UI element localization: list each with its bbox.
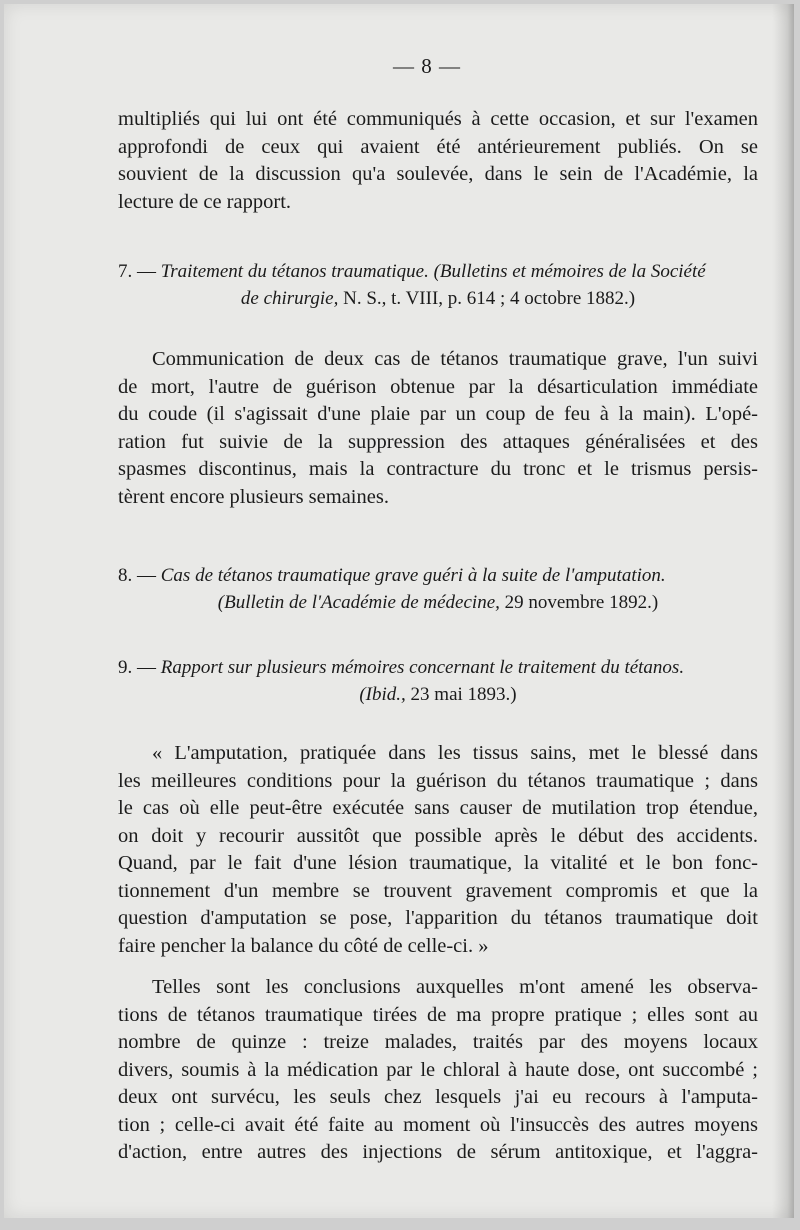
text-line: faire pencher la balance du côté de celle-ci. » — [118, 934, 489, 957]
reference-9-line-1 — [118, 654, 758, 681]
quotation-first-line — [118, 740, 758, 768]
text-line: Quand, par le fait d'une lésion traumatique, la vitalité et le bon fonc- — [118, 852, 758, 874]
paragraph-communication-body — [118, 374, 758, 484]
reference-8-line-1 — [118, 562, 758, 589]
conclusions-body — [118, 1002, 758, 1167]
paragraph-communication-last-line — [118, 484, 758, 512]
reference-7-line-1 — [118, 258, 758, 285]
text-line: du coude (il s'agissait d'une plaie par un coup de feu à la main). L'opé- — [118, 403, 758, 425]
text-line: tion ; celle-ci avait été faite au moment où l'insuccès des autres moyens — [118, 1113, 758, 1136]
paragraph-continued-last-line — [118, 189, 758, 217]
text-line: le cas où elle peut-être exécutée sans causer de mutilation trop étendue, — [118, 797, 758, 819]
text-line: Communication de deux cas de tétanos traumatique grave, l'un suivi — [152, 348, 758, 370]
reference-title: Traitement du tétanos traumatique. — [160, 261, 434, 282]
text-line: approfondi de ceux qui avaient été antérieurement publiés. On se — [118, 135, 758, 158]
reference-title: Rapport sur plusieurs mémoires concernant le traitement du tétanos. — [160, 657, 685, 678]
reference-7-line-2 — [118, 285, 758, 312]
text-line: lecture de ce rapport. — [118, 190, 292, 213]
text-line: deux ont survécu, les seuls chez lesquels j'ai eu recours à l'amputa- — [118, 1086, 758, 1108]
reference-details: N. S., t. VIII, p. 614 ; 4 octobre 1882.) — [343, 288, 636, 309]
text-line: spasmes discontinus, mais la contracture du tronc et le trismus persis- — [118, 458, 758, 480]
reference-number: 7. — — [118, 261, 161, 282]
page-number: — 8 — — [393, 54, 461, 78]
quotation-last-line — [118, 933, 758, 961]
reference-number: 9. — — [118, 657, 161, 678]
text-line: les meilleures conditions pour la guérison du tétanos traumatique ; dans — [118, 769, 758, 792]
paragraph-continued — [118, 106, 758, 189]
conclusions-first-line — [118, 974, 758, 1002]
text-line: tions de tétanos traumatique tirées de ma propre pratique ; elles sont au — [118, 1003, 758, 1026]
reference-details: 29 novembre 1892.) — [504, 592, 659, 613]
reference-source: (Bulletin de l'Académie de médecine, — [217, 592, 505, 613]
text-line: nombre de quinze : treize malades, traités par des moyens locaux — [118, 1031, 758, 1053]
text-line: on doit y recourir aussitôt que possible après le début des accidents. — [118, 824, 758, 847]
text-line: divers, soumis à la médication par le chloral à haute dose, ont succombé ; — [118, 1058, 758, 1081]
text-line: de mort, l'autre de guérison obtenue par la désarticulation immédiate — [118, 375, 758, 398]
reference-source: (Ibid., — [359, 684, 411, 705]
reference-details: 23 mai 1893.) — [410, 684, 517, 705]
reference-title: Cas de tétanos traumatique grave guéri à la suite de l'amputation. — [160, 565, 666, 586]
text-line: souvient de la discussion qu'a soulevée, dans le sein de l'Académie, la — [118, 163, 758, 185]
text-line: tionnement d'un membre se trouvent gravement compromis et que la — [118, 879, 758, 902]
paragraph-communication — [118, 346, 758, 374]
reference-9-line-2 — [118, 681, 758, 708]
reference-8 — [118, 562, 758, 616]
reference-source-cont: de chirurgie, — [240, 288, 344, 309]
text-line: ration fut suivie de la suppression des attaques généralisées et des — [118, 430, 758, 453]
page-edge-shadow — [772, 4, 794, 1218]
reference-source: (Bulletins et mémoires de la Société — [433, 261, 706, 282]
text-line: multipliés qui lui ont été communiqués à cette occasion, et sur l'examen — [118, 108, 758, 130]
text-line: question d'amputation se pose, l'apparition du tétanos traumatique doit — [118, 907, 758, 929]
quotation-body — [118, 768, 758, 933]
reference-9 — [118, 654, 758, 708]
reference-7 — [118, 258, 758, 312]
document-page — [4, 4, 794, 1218]
text-line: tèrent encore plusieurs semaines. — [118, 485, 389, 508]
reference-8-line-2 — [118, 589, 758, 616]
text-line: Telles sont les conclusions auxquelles m'ont amené les observa- — [152, 976, 758, 998]
text-line: d'action, entre autres des injections de sérum antitoxique, et l'aggra- — [118, 1141, 758, 1163]
text-line: « L'amputation, pratiquée dans les tissus sains, met le blessé dans — [152, 742, 758, 764]
reference-number: 8. — — [118, 565, 161, 586]
